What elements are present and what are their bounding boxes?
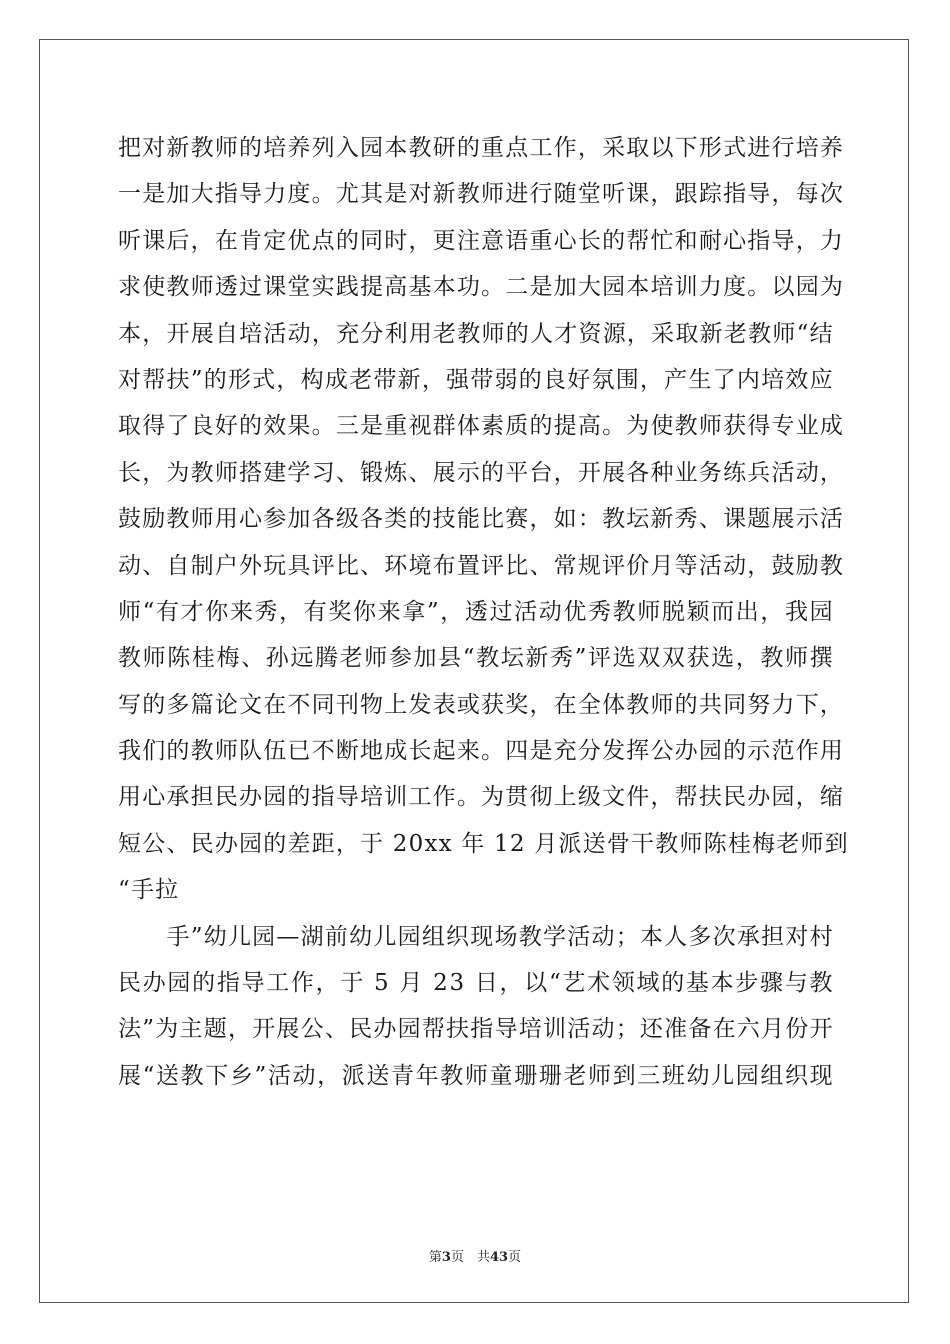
- text-line: 写 的 多 篇 论 文 在 不 同 刊 物 上 发 表 或 获 奖 ， 在 全 体 教 师 的 共 同 努 力 下 ，: [118, 691, 845, 718]
- text-line: 长 ， 为 教 师 搭 建 学 习 、 锻 炼 、 展 示 的 平 台 ， 开 展 各 种 业 务 练 兵 活 动 ，: [118, 459, 845, 486]
- text-line: 本 ， 开 展 自 培 活 动 ， 充 分 利 用 老 教 师 的 人 才 资 源 ， 采 取 新 老 教 师 “ 结: [118, 320, 834, 347]
- text-line: “手拉: [118, 877, 180, 904]
- text-line: 手 ” 幼 儿 园 — 湖 前 幼 儿 园 组 织 现 场 教 学 活 动 ； 本 人 多 次 承 担 对 村: [166, 923, 834, 950]
- footer-prefix: 第: [428, 1250, 442, 1265]
- text-line: 动 、 自 制 户 外 玩 具 评 比 、 环 境 布 置 评 比 、 常 规 评 价 月 等 活 动 ， 鼓 励 教: [118, 552, 845, 579]
- footer-suffix: 页: [508, 1250, 522, 1265]
- text-line: 师 “ 有 才 你 来 秀 ， 有 奖 你 来 拿 ” ， 透 过 活 动 优 秀 教 师 脱 颖 而 出 ， 我 园: [118, 598, 834, 625]
- text-line: 对 帮 扶 ” 的 形 式 ， 构 成 老 带 新 ， 强 带 弱 的 良 好 氛 围 ， 产 生 了 内 培 效 应: [118, 366, 834, 393]
- text-line: 我 们 的 教 师 队 伍 已 不 断 地 成 长 起 来 。 四 是 充 分 发 挥 公 办 园 的 示 范 作 用: [118, 738, 845, 765]
- text-line: 听 课 后 ， 在 肯 定 优 点 的 同 时 ， 更 注 意 语 重 心 长 的 帮 忙 和 耐 心 指 导 ， 力: [118, 227, 845, 254]
- text-line: 求 使 教 师 透 过 课 堂 实 践 提 高 基 本 功 。 二 是 加 大 园 本 培 训 力 度 。 以 园 为: [118, 274, 845, 301]
- text-line: 鼓 励 教 师 用 心 参 加 各 级 各 类 的 技 能 比 赛 ， 如 ： 教 坛 新 秀 、 课 题 展 示 活: [118, 506, 845, 533]
- page-footer: [0, 1246, 950, 1265]
- text-line: 民 办 园 的 指 导 工 作 ， 于 5 月 2 3 日 ， 以 “ 艺 术 领 域 的 基 本 步 骤 与 教: [118, 970, 834, 997]
- text-line: 把 对 新 教 师 的 培 养 列 入 园 本 教 研 的 重 点 工 作 ， 采 取 以 下 形 式 进 行 培 养: [118, 135, 845, 161]
- text-line: 取 得 了 良 好 的 效 果 。 三 是 重 视 群 体 素 质 的 提 高 。 为 使 教 师 获 得 专 业 成: [118, 413, 845, 440]
- footer-mid: 页 共: [450, 1250, 490, 1265]
- text-line: 法 ” 为 主 题 ， 开 展 公 、 民 办 园 帮 扶 指 导 培 训 活 动 ； 还 准 备 在 六 月 份 开: [118, 1016, 834, 1043]
- text-line: 展 “ 送 教 下 乡 ” 活 动 ， 派 送 青 年 教 师 童 珊 珊 老 师 到 三 班 幼 儿 园 组 织 现: [118, 1062, 834, 1089]
- total-page-number: 43: [489, 1250, 509, 1265]
- text-line: 用 心 承 担 民 办 园 的 指 导 培 训 工 作 。 为 贯 彻 上 级 文 件 ， 帮 扶 民 办 园 ， 缩: [118, 784, 845, 811]
- current-page-number: 3: [441, 1250, 451, 1265]
- document-body: [118, 125, 849, 1099]
- text-line: 教 师 陈 桂 梅 、 孙 远 腾 老 师 参 加 县 “ 教 坛 新 秀 ” 评 选 双 双 获 选 ， 教 师 撰: [118, 645, 834, 672]
- text-line: 短 公 、 民 办 园 的 差 距 ， 于 2 0 x x 年 1 2 月 派 送 骨 干 教 师 陈 桂 梅 老 师 到: [118, 830, 849, 857]
- text-line: 一 是 加 大 指 导 力 度 。 尤 其 是 对 新 教 师 进 行 随 堂 听 课 ， 跟 踪 指 导 ， 每 次: [118, 181, 845, 208]
